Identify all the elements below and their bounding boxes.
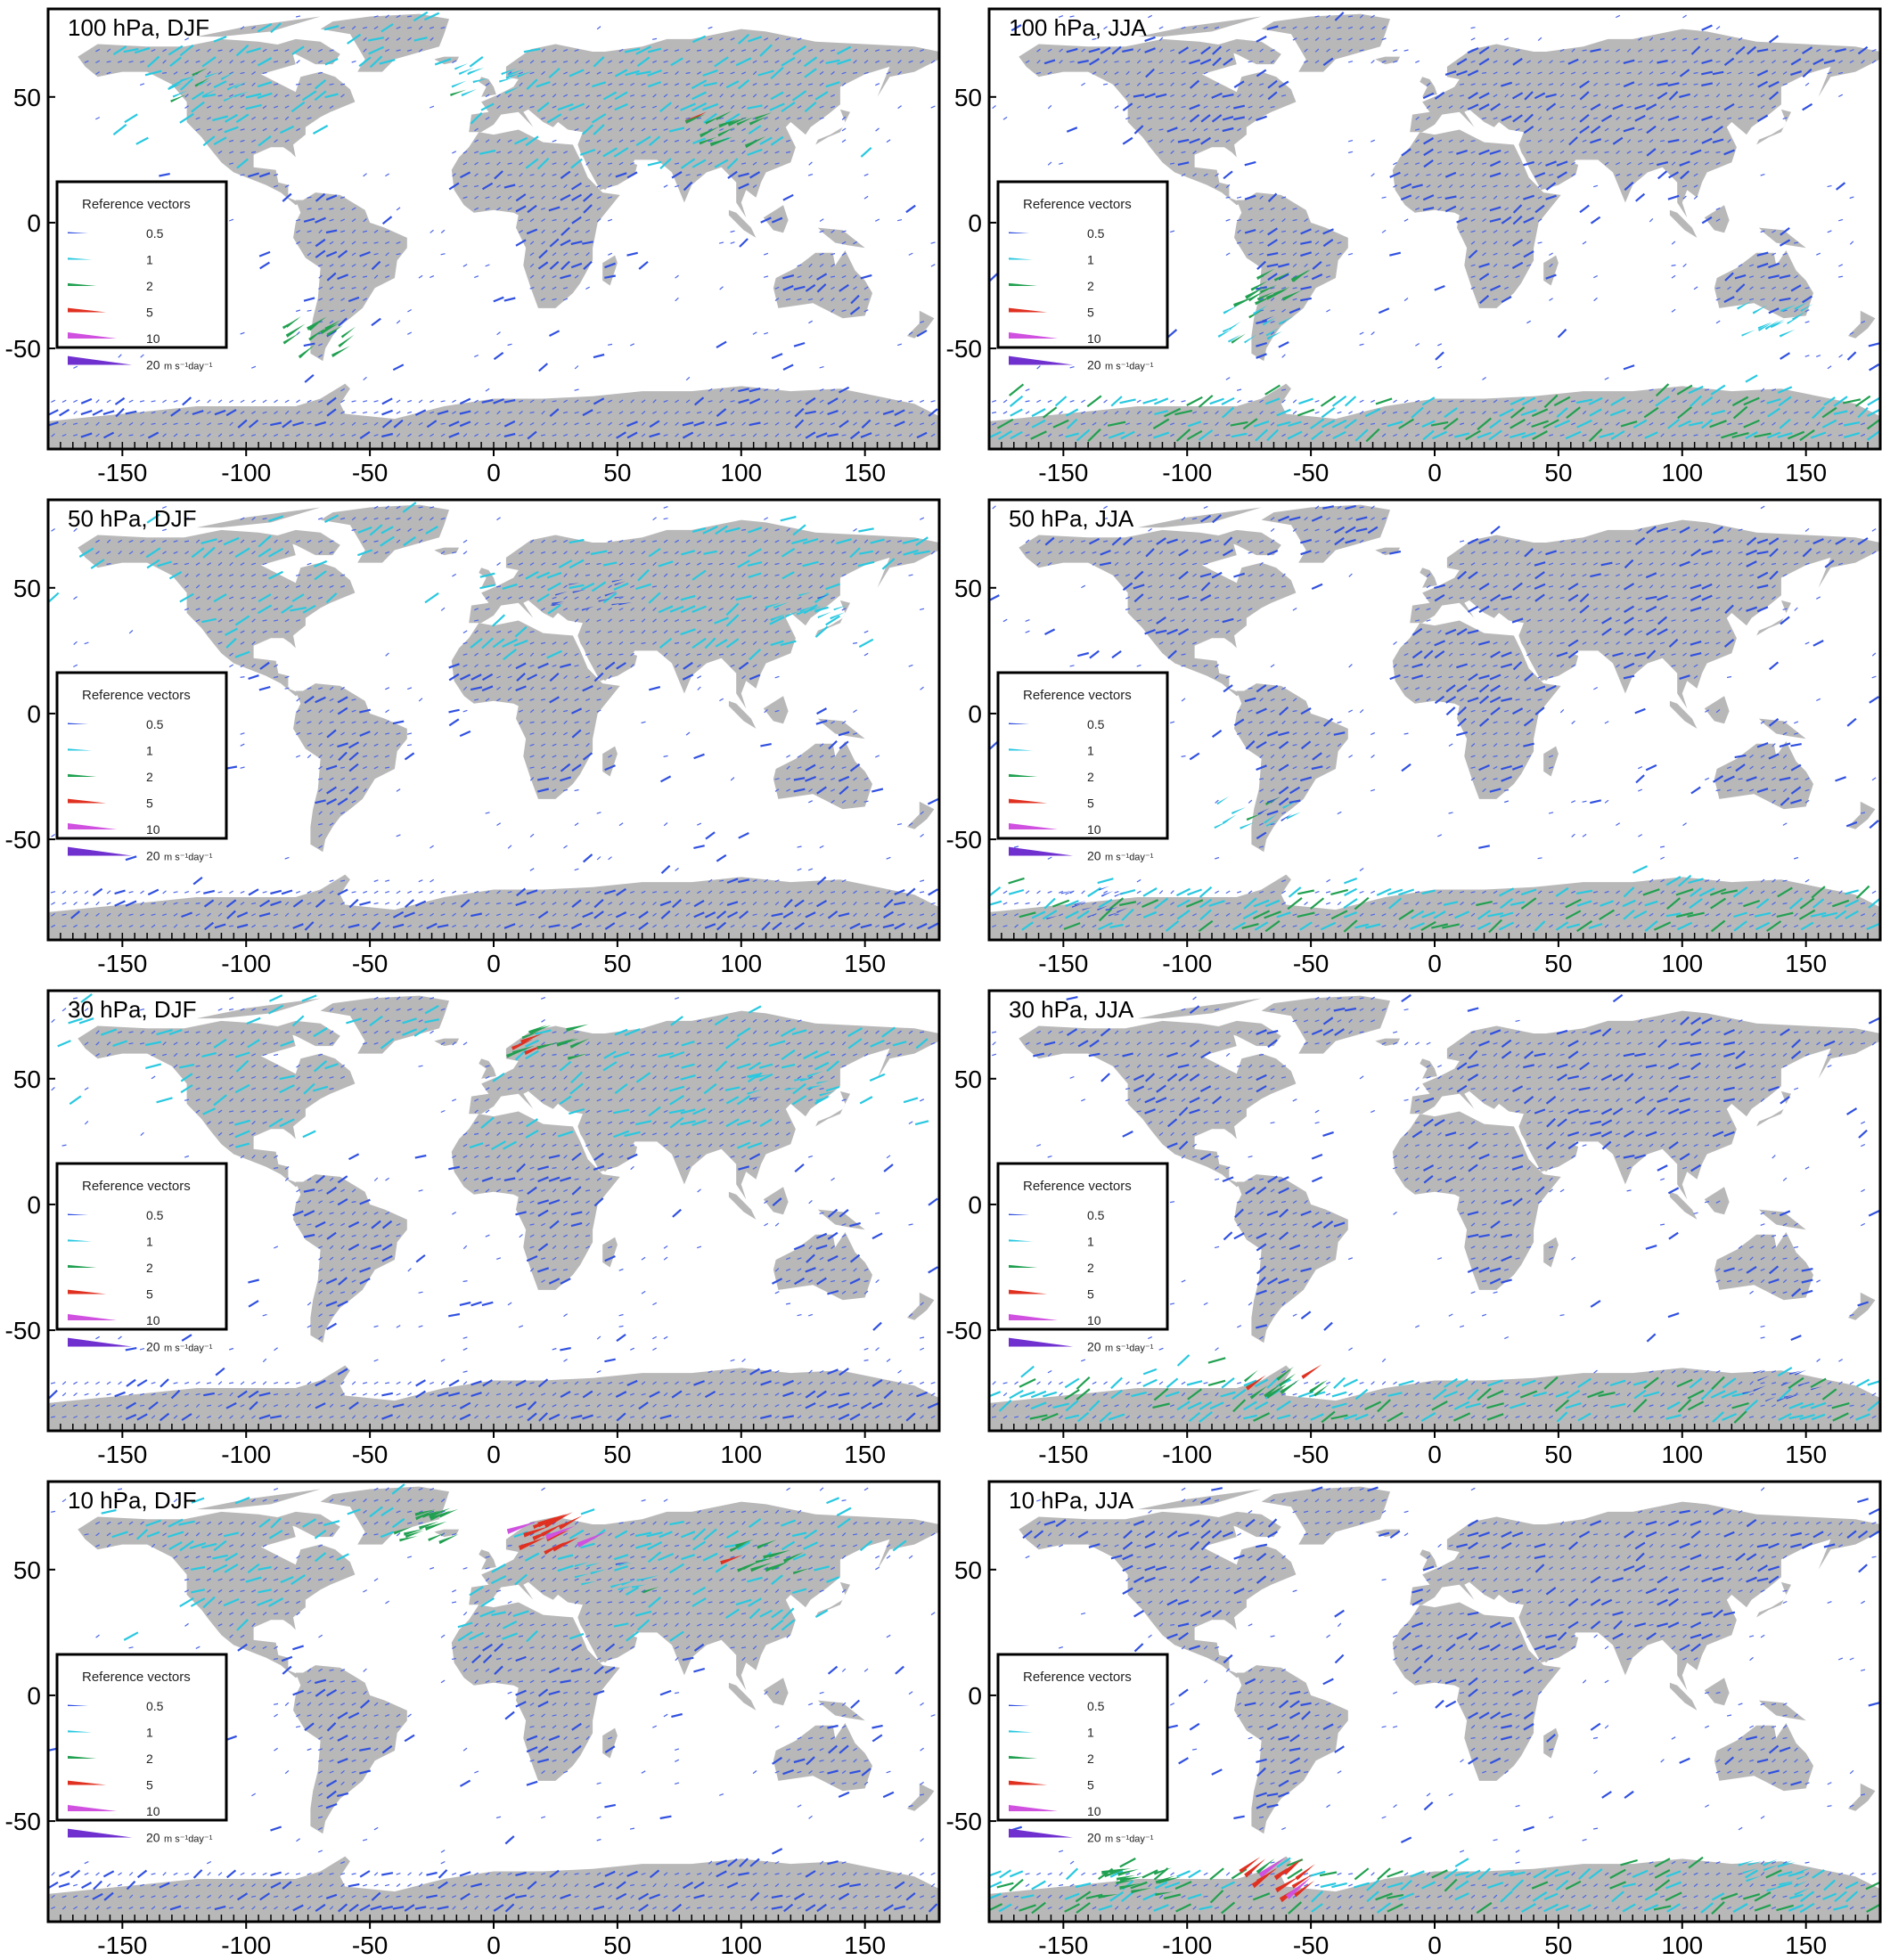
x-tick-label: 100 <box>720 950 763 977</box>
legend-value: 2 <box>1087 279 1094 293</box>
x-tick-label: -50 <box>351 950 389 977</box>
x-tick-label: -100 <box>1162 459 1213 486</box>
legend-title: Reference vectors <box>1023 197 1132 212</box>
legend-value: 0.5 <box>1087 226 1105 241</box>
y-tick-label: 50 <box>12 83 41 111</box>
x-tick-label: 50 <box>603 950 632 977</box>
legend-value: 10 <box>1087 331 1101 346</box>
map-panel-1 <box>946 9 1881 486</box>
y-tick-label: -50 <box>4 335 41 363</box>
x-tick-label: 0 <box>1428 459 1442 486</box>
x-tick-label: 0 <box>487 459 501 486</box>
x-tick-label: 150 <box>844 459 887 486</box>
y-tick-label: 0 <box>27 208 41 237</box>
legend-value: 2 <box>146 770 153 784</box>
reference-vectors-legend <box>998 182 1167 372</box>
legend-value: 20 <box>146 848 160 863</box>
legend-value: 10 <box>146 331 160 346</box>
legend-value: 10 <box>146 822 160 837</box>
panel-title: 100 hPa, DJF <box>68 14 209 41</box>
y-tick-label: 0 <box>27 699 41 728</box>
legend-value: 1 <box>146 743 153 758</box>
x-tick-label: -100 <box>221 459 272 486</box>
legend-unit: m s⁻¹day⁻¹ <box>164 852 213 863</box>
x-tick-label: -50 <box>1292 459 1330 486</box>
x-tick-label: 100 <box>720 459 763 486</box>
legend-value: 20 <box>1087 357 1101 372</box>
vector-arrow <box>241 677 245 678</box>
y-tick-label: -50 <box>945 335 982 363</box>
x-tick-label: 0 <box>487 950 501 977</box>
legend-title: Reference vectors <box>82 197 191 212</box>
x-tick-label: -150 <box>1038 459 1089 486</box>
x-tick-label: 150 <box>844 950 887 977</box>
map-panel-3 <box>946 500 1882 977</box>
x-tick-label: 50 <box>1544 459 1573 486</box>
y-tick-label: 0 <box>968 208 982 237</box>
vector-arrow <box>218 632 223 633</box>
y-tick-label: -50 <box>4 826 41 854</box>
x-tick-label: 150 <box>1785 459 1828 486</box>
y-tick-label: 50 <box>953 83 982 111</box>
legend-unit: m s⁻¹day⁻¹ <box>1105 361 1154 372</box>
x-tick-label: -150 <box>97 459 148 486</box>
x-tick-label: -100 <box>221 950 272 977</box>
reference-vectors-legend <box>57 673 226 863</box>
panel-title: 50 hPa, DJF <box>68 505 197 532</box>
panel-title: 100 hPa, JJA <box>1009 14 1147 41</box>
reference-vectors-legend <box>57 182 226 372</box>
vector-arrow <box>585 632 590 633</box>
legend-value: 0.5 <box>146 226 164 241</box>
legend-title: Reference vectors <box>82 688 191 703</box>
legend-value: 5 <box>1087 305 1094 320</box>
legend-value: 2 <box>146 279 153 293</box>
legend-value: 20 <box>146 357 160 372</box>
legend-unit: m s⁻¹day⁻¹ <box>164 361 213 372</box>
map-panel-2 <box>5 500 939 977</box>
legend-value: 5 <box>146 305 153 320</box>
legend-value: 1 <box>1087 252 1094 267</box>
legend-value: 5 <box>146 796 153 811</box>
x-tick-label: 100 <box>1661 459 1704 486</box>
x-tick-label: -150 <box>97 950 148 977</box>
vector-arrow <box>619 654 624 655</box>
y-tick-label: 50 <box>12 574 41 602</box>
x-tick-label: -50 <box>351 459 389 486</box>
legend-value: 1 <box>146 252 153 267</box>
legend-value: 0.5 <box>146 717 164 731</box>
map-panel-0 <box>5 9 939 486</box>
x-tick-label: 50 <box>603 459 632 486</box>
